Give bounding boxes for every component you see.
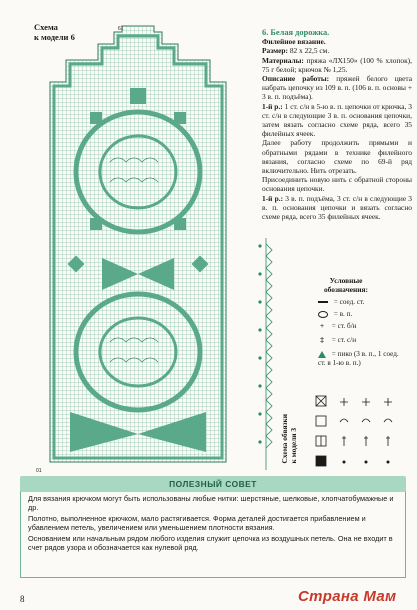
article-line-label: 1-й р.: xyxy=(262,101,283,111)
article-title: 6. Белая дорожка. xyxy=(262,28,330,37)
tip-title: ПОЛЕЗНЫЙ СОВЕТ xyxy=(169,479,257,489)
legend-label: = ст. б/н xyxy=(331,322,357,330)
article-line-label: Филейное вязание. xyxy=(262,37,326,47)
picot-icon xyxy=(318,351,326,358)
legend-label: = пико (3 в. п., 1 соед. ст. в 1-ю в. п.) xyxy=(318,350,399,367)
tip-paragraph: Основанием или начальным рядом любого изделия служит цепочка из воздушных петель. Она не входит в счет рядов узора и обозначается как нулевой ряд. xyxy=(28,533,393,553)
tip-paragraph: Полотно, выполненное крючком, мало растягивается. Форма деталей достигается прибавлением и убавлением петель, увеличением или уменьшением плотности вязания. xyxy=(28,513,366,533)
legend-title xyxy=(306,276,386,294)
single-crochet-icon: + xyxy=(319,322,325,330)
article-line xyxy=(262,138,412,175)
legend-item xyxy=(318,322,357,331)
article-line-text: 82 х 22,5 см. xyxy=(287,46,330,56)
air-loop-icon xyxy=(318,311,328,318)
legend-item xyxy=(318,298,364,307)
article-line-text: пряжей белого цвета набрать цепочку из 109 в. п. (106 в. п. основы + 3 в. п. подъёма). xyxy=(262,74,412,102)
article-line-text: 1 ст. с/н в 5-ю в. п. цепочки от крючка, 3 ст. с/н в следующие 3 в. п. основания цепочки, затем вязать согласно схеме ряда, всего 35 филейных ячеек. xyxy=(262,101,412,139)
legend-title-line-2: обозначения: xyxy=(323,285,369,294)
article-line xyxy=(262,175,412,193)
article-line xyxy=(262,194,412,222)
edging-caption-line-2: к модели 3 xyxy=(289,427,298,464)
article-line xyxy=(262,56,412,74)
article-line xyxy=(262,46,412,55)
legend-label: = ст. с/н xyxy=(331,336,357,344)
edging-caption xyxy=(280,414,298,463)
legend-label: = соед. ст. xyxy=(333,298,365,306)
watermark: Страна Мам xyxy=(298,588,397,605)
article-line-label: Описание работы: xyxy=(262,74,330,84)
chart-left-label: 01 xyxy=(36,468,42,474)
page-number: 8 xyxy=(20,594,25,604)
article-line-text: пряжа «ЛХ150» (100 % хлопок), 75 г белой; крючок № 1,25. xyxy=(262,55,412,74)
article-line xyxy=(262,74,412,102)
article-line-text: Далее работу продолжить прямыми и обратными рядами в технике филейного вязания, согласно схеме по 69-й ряд включительно. Нить отрезать. xyxy=(262,138,412,176)
legend-item xyxy=(318,336,356,345)
scheme-caption-line-1: Схема xyxy=(34,22,58,32)
article-line-label: Материалы: xyxy=(262,55,304,65)
legend-label: = в. п. xyxy=(333,310,353,318)
filet-chart xyxy=(30,22,255,482)
chart-top-label: 61 xyxy=(118,26,124,32)
article-line-label: Размер: xyxy=(262,46,288,56)
double-crochet-icon: ‡ xyxy=(320,336,324,344)
symbol-grid xyxy=(314,392,408,476)
article-line-text: Присоединить новую нить с обратной стороны основания цепочки. xyxy=(262,175,412,194)
chain-stitch-icon xyxy=(318,301,328,303)
scheme-caption-line-2: к модели 6 xyxy=(34,32,75,42)
article xyxy=(262,28,412,221)
legend-item xyxy=(318,310,352,319)
article-line xyxy=(262,37,412,46)
edging-caption-line-1: Схема обвязки xyxy=(280,414,289,464)
article-line-text: 3 в. п. подъёма, 3 ст. с/н в следующие 3 в. п. основания цепочки и вязать согласно схеме ряда, всего 35 филейных ячеек. xyxy=(262,193,413,222)
legend-title-line-1: Условные xyxy=(329,276,363,285)
article-line-label: 1-й р.: xyxy=(262,193,284,203)
tip-text xyxy=(28,494,400,553)
article-line xyxy=(262,102,412,139)
legend-item xyxy=(318,350,408,367)
tip-paragraph: Для вязания крючком могут быть использованы любые нитки: шерстяные, шелковые, хлопчатобумажные и др. xyxy=(28,494,394,513)
edging-chart xyxy=(254,234,278,474)
